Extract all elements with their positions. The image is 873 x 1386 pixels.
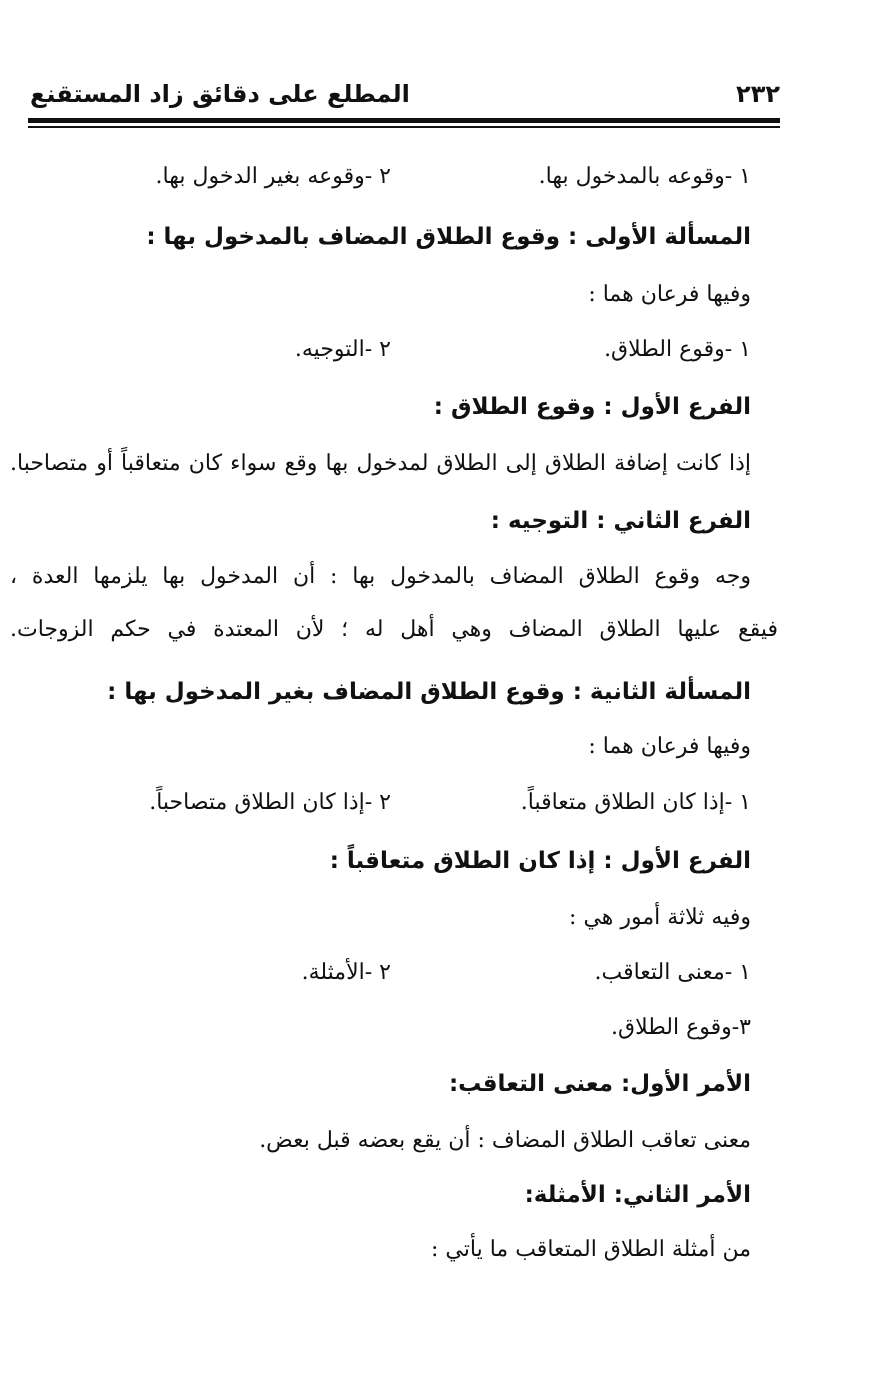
list-item: ٢ -إذا كان الطلاق متصاحباً. — [149, 790, 391, 815]
list-item: ٢ -الأمثلة. — [301, 960, 391, 985]
enumerated-line — [20, 160, 751, 194]
list-item: ١ -وقوعه بالمدخول بها. — [538, 164, 751, 189]
page-number: ٢٣٢ — [736, 80, 780, 108]
paragraph-line: معنى تعاقب الطلاق المضاف : أن يقع بعضه قبل بعض. — [259, 1128, 751, 1153]
paragraph-line: ٣-وقوع الطلاق. — [611, 1015, 751, 1040]
list-item: ٢ -وقوعه بغير الدخول بها. — [155, 164, 391, 189]
paragraph-line: وفيه ثلاثة أمور هي : — [569, 905, 751, 930]
enumerated-line — [20, 333, 751, 367]
list-item: ٢ -التوجيه. — [294, 337, 391, 362]
enumerated-line — [20, 956, 751, 990]
paragraph-line: وفيها فرعان هما : — [588, 734, 751, 759]
paragraph-line: من أمثلة الطلاق المتعاقب ما يأتي : — [431, 1237, 751, 1262]
header-rule-thick — [28, 118, 780, 123]
section-heading: الأمر الثاني: الأمثلة: — [524, 1182, 751, 1208]
book-title: المطلع على دقائق زاد المستقنع — [30, 80, 410, 108]
paragraph-line: فيقع عليها الطلاق المضاف وهي أهل له ؛ لأن المعتدة في حكم الزوجات. — [10, 617, 778, 642]
section-heading: الفرع الثاني : التوجيه : — [490, 508, 751, 534]
list-item: ١ -معنى التعاقب. — [594, 960, 751, 985]
section-heading: الفرع الأول : إذا كان الطلاق متعاقباً : — [329, 848, 751, 874]
list-item: ١ -إذا كان الطلاق متعاقباً. — [520, 790, 751, 815]
header-rule-thin — [28, 126, 780, 128]
section-heading: الأمر الأول: معنى التعاقب: — [448, 1071, 751, 1097]
enumerated-line — [20, 786, 751, 820]
paragraph-line: إذا كانت إضافة الطلاق إلى الطلاق لمدخول بها وقع سواء كان متعاقباً أو متصاحبا. — [10, 451, 751, 476]
list-item: ١ -وقوع الطلاق. — [604, 337, 751, 362]
paragraph-line: وجه وقوع الطلاق المضاف بالمدخول بها : أن المدخول بها يلزمها العدة ، — [10, 564, 751, 589]
section-heading: المسألة الثانية : وقوع الطلاق المضاف بغير المدخول بها : — [107, 679, 751, 705]
section-heading: المسألة الأولى : وقوع الطلاق المضاف بالمدخول بها : — [146, 224, 751, 250]
page-header — [30, 80, 780, 114]
paragraph-line: وفيها فرعان هما : — [588, 282, 751, 307]
section-heading: الفرع الأول : وقوع الطلاق : — [433, 394, 751, 420]
